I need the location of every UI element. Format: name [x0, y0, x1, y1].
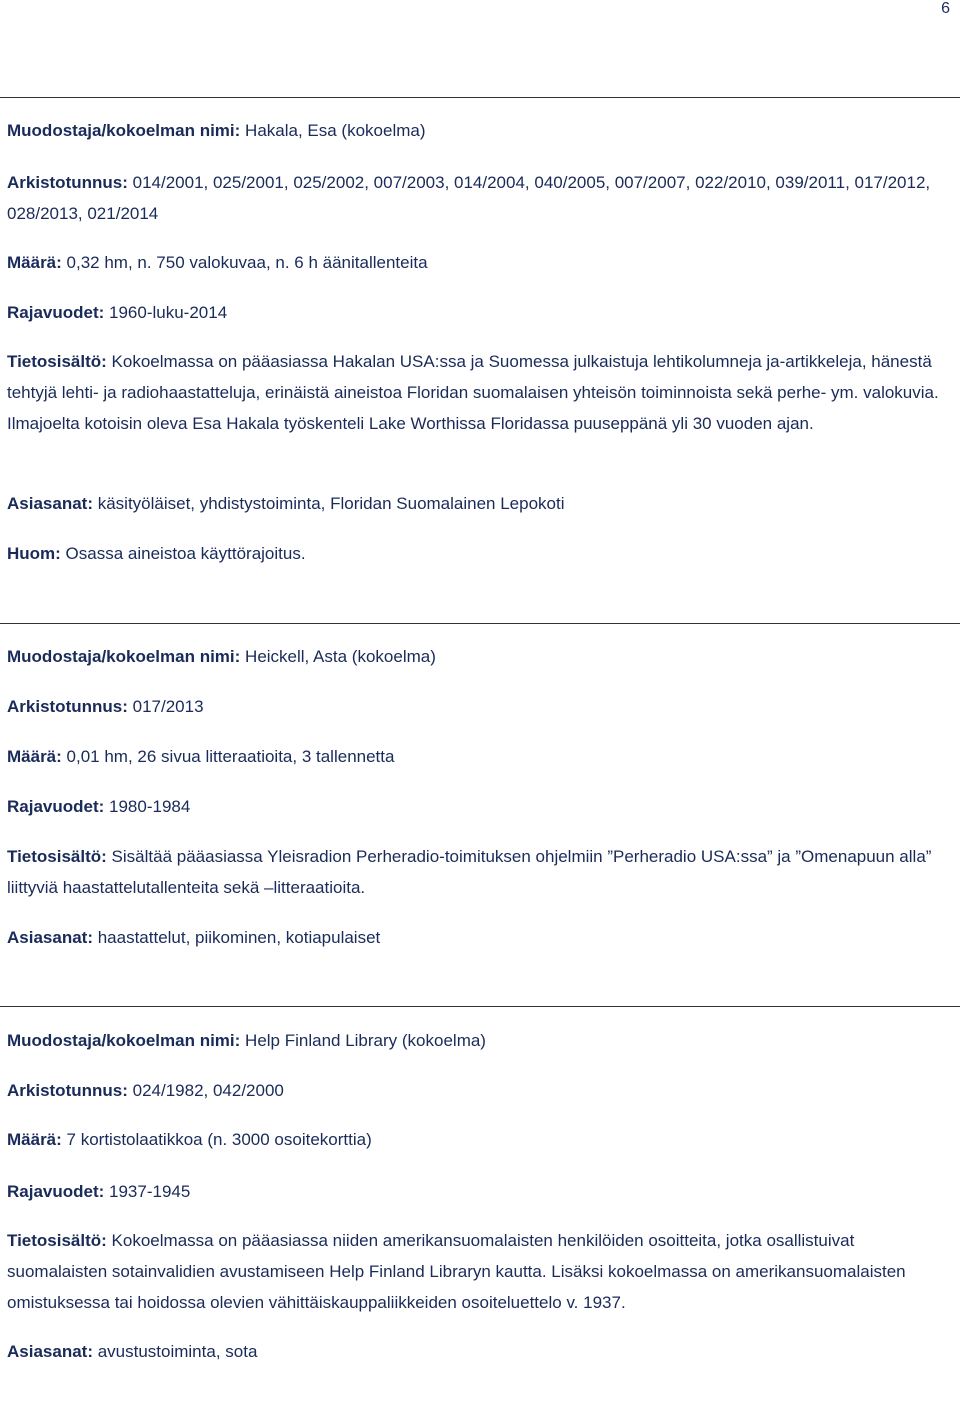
content-description — [7, 346, 953, 439]
amount — [7, 1124, 953, 1155]
archive-id — [7, 1075, 953, 1106]
field-label: Rajavuodet: — [7, 797, 105, 816]
note — [7, 538, 953, 569]
field-value: Osassa aineistoa käyttörajoitus. — [60, 544, 306, 563]
keywords — [7, 488, 953, 519]
field-value: 1937-1945 — [104, 1182, 191, 1201]
field-value: käsityöläiset, yhdistystoiminta, Floridan Suomalainen Lepokoti — [92, 494, 565, 513]
date-range — [7, 791, 953, 822]
field-label: Asiasanat: — [7, 494, 93, 513]
field-value: 7 kortistolaatikkoa (n. 3000 osoitekorttia) — [61, 1130, 372, 1149]
date-range — [7, 1176, 953, 1207]
field-label: Asiasanat: — [7, 1342, 93, 1361]
field-value: 1960-luku-2014 — [104, 303, 228, 322]
keywords — [7, 1336, 953, 1367]
date-range — [7, 297, 953, 328]
field-value: Hakala, Esa (kokoelma) — [240, 121, 426, 140]
field-label: Huom: — [7, 544, 61, 563]
field-value: 017/2013 — [127, 697, 204, 716]
collection-entry — [0, 623, 960, 947]
field-value: 014/2001, 025/2001, 025/2002, 007/2003, 014/2004, 040/2005, 007/2007, 022/2010, 039/2011, 017/2012, 028/2013, 021/2014 — [7, 173, 931, 223]
content-description — [7, 1225, 953, 1318]
field-label: Määrä: — [7, 747, 62, 766]
field-value: Kokoelmassa on pääasiassa niiden amerikansuomalaisten henkilöiden osoitteita, jotka osallistuivat suomalaisten sotainvalidien avustamiseen Help Finland Libraryn kautta. Lisäksi kokoelmassa on amerikansuomalaisten omistuksessa tai hoidossa olevien vähittäiskauppaliikkeiden osoiteluettelo v. 1937. — [7, 1231, 906, 1312]
field-value: Sisältää pääasiassa Yleisradion Perheradio-toimituksen ohjelmiin ”Perheradio USA:ssa” ja ”Omenapuun alla” liittyviä haastattelutallenteita sekä –litteraatioita. — [7, 847, 932, 897]
field-label: Asiasanat: — [7, 928, 93, 947]
field-value: 0,32 hm, n. 750 valokuvaa, n. 6 h äänitallenteita — [61, 253, 428, 272]
field-value: Heickell, Asta (kokoelma) — [240, 647, 436, 666]
field-label: Määrä: — [7, 253, 62, 272]
collection-entry — [0, 1006, 960, 1361]
archive-id — [7, 691, 953, 722]
collection-entry — [0, 97, 960, 563]
content-description — [7, 841, 953, 903]
field-label: Muodostaja/kokoelman nimi: — [7, 121, 241, 140]
field-label: Tietosisältö: — [7, 847, 107, 866]
field-label: Tietosisältö: — [7, 1231, 107, 1250]
field-value: 1980-1984 — [104, 797, 191, 816]
collection-name — [7, 115, 953, 146]
field-label: Arkistotunnus: — [7, 173, 128, 192]
amount — [7, 247, 953, 278]
archive-id — [7, 167, 953, 229]
field-label: Arkistotunnus: — [7, 697, 128, 716]
amount — [7, 741, 953, 772]
field-label: Rajavuodet: — [7, 303, 105, 322]
collection-name — [7, 641, 953, 672]
field-value: avustustoiminta, sota — [92, 1342, 258, 1361]
collection-name — [7, 1025, 953, 1056]
field-label: Rajavuodet: — [7, 1182, 105, 1201]
field-label: Määrä: — [7, 1130, 62, 1149]
field-label: Muodostaja/kokoelman nimi: — [7, 647, 241, 666]
page-number: 6 — [941, 0, 950, 17]
field-label: Arkistotunnus: — [7, 1081, 128, 1100]
field-value: Help Finland Library (kokoelma) — [240, 1031, 486, 1050]
field-value: haastattelut, piikominen, kotiapulaiset — [92, 928, 381, 947]
field-value: 0,01 hm, 26 sivua litteraatioita, 3 tallennetta — [61, 747, 395, 766]
field-value: Kokoelmassa on pääasiassa Hakalan USA:ssa ja Suomessa julkaistuja lehtikolumneja ja-artikkeleja, hänestä tehtyjä lehti- ja radiohaastatteluja, erinäistä aineistoa Floridan suomalaisen yhteisön toiminnoista sekä perhe- ym. valokuvia. Ilmajoelta kotoisin oleva Esa Hakala työskenteli Lake Worthissa Floridassa puuseppänä yli 30 vuoden ajan. — [7, 352, 939, 433]
field-label: Muodostaja/kokoelman nimi: — [7, 1031, 241, 1050]
field-value: 024/1982, 042/2000 — [127, 1081, 284, 1100]
field-label: Tietosisältö: — [7, 352, 107, 371]
keywords — [7, 922, 953, 953]
